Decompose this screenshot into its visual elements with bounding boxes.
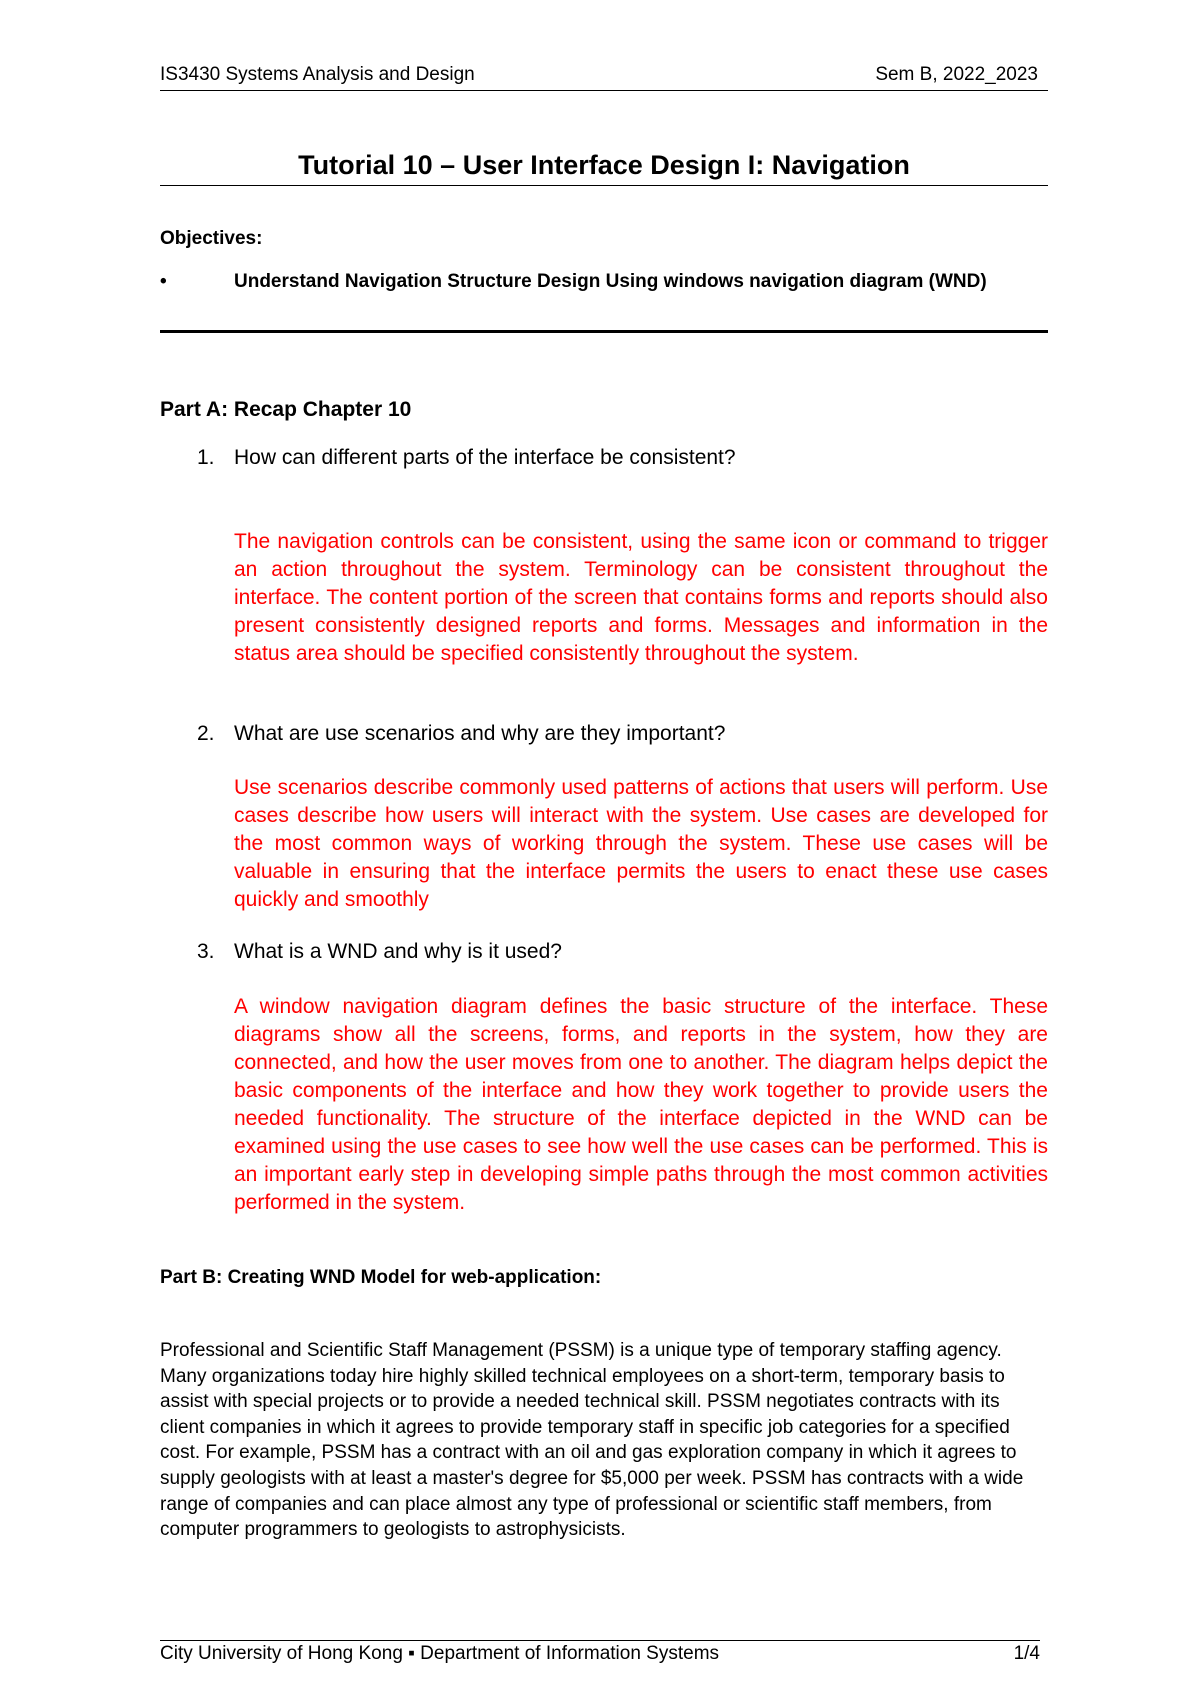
running-header (160, 64, 1048, 91)
part-a-heading: Part A: Recap Chapter 10 (160, 398, 412, 421)
page-footer (160, 1640, 1040, 1665)
answer-3: A window navigation diagram defines the basic structure of the interface. These diagrams show all the screens, forms, and reports in the system, how they are connected, and how the user moves from one to another. The diagram helps depict the basic components of the interface and how they work together to provide users the needed functionality. The structure of the interface depicted in the WND can be examined using the use cases to see how well the use cases can be performed. This is an important early step in developing simple paths through the most common activities performed in the system. (234, 995, 1048, 1214)
objectives-label: Objectives: (160, 228, 263, 249)
question-number: 3. (197, 940, 215, 963)
page-title: Tutorial 10 – User Interface Design I: Navigation (160, 150, 1048, 186)
bullet-icon: • (160, 271, 167, 292)
semester: Sem B, 2022_2023 (875, 64, 1038, 85)
question-text: How can different parts of the interface be consistent? (234, 446, 736, 469)
objective-item (160, 266, 1048, 298)
question-1 (160, 446, 1048, 470)
objective-text: Understand Navigation Structure Design Using windows navigation diagram (WND) (234, 271, 987, 292)
part-b-paragraph: Professional and Scientific Staff Management (PSSM) is a unique type of temporary staffing agency. Many organizations today hire highly skilled technical employees on a short-term, temporary basis to assist with special projects or to provide a needed technical skill. PSSM negotiates contracts with its client companies in which it agrees to provide temporary staff in specific job categories for a specified cost. For example, PSSM has a contract with an oil and gas exploration company in which it agrees to supply geologists with at least a master's degree for $5,000 per week. PSSM has contracts with a wide range of companies and can place almost any type of professional or scientific staff members, from computer programmers to geologists to astrophysicists. (160, 1340, 1024, 1541)
page-number: 1/4 (1013, 1643, 1040, 1664)
answer-2: Use scenarios describe commonly used patterns of actions that users will perform. Use cases describe how users will interact with the system. Use cases are developed for the most common ways of working through the system. These use cases will be valuable in ensuring that the interface permits the users to enact these use cases quickly and smoothly (234, 776, 1048, 911)
question-number: 1. (197, 446, 215, 469)
part-b-heading: Part B: Creating WND Model for web-application: (160, 1267, 602, 1288)
footer-institution: City University of Hong Kong ▪ Department of Information Systems (160, 1643, 720, 1664)
question-text: What are use scenarios and why are they important? (234, 722, 726, 745)
question-text: What is a WND and why is it used? (234, 940, 562, 963)
question-2 (160, 722, 1048, 746)
question-3 (160, 940, 1048, 964)
answer-1: The navigation controls can be consistent, using the same icon or command to trigger an action throughout the system. Terminology can be consistent throughout the interface. The content portion of the screen that contains forms and reports should also present consistently designed reports and forms. Messages and information in the status area should be specified consistently throughout the system. (234, 530, 1048, 665)
section-divider (160, 330, 1048, 333)
question-number: 2. (197, 722, 215, 745)
course-name: IS3430 Systems Analysis and Design (160, 64, 475, 85)
